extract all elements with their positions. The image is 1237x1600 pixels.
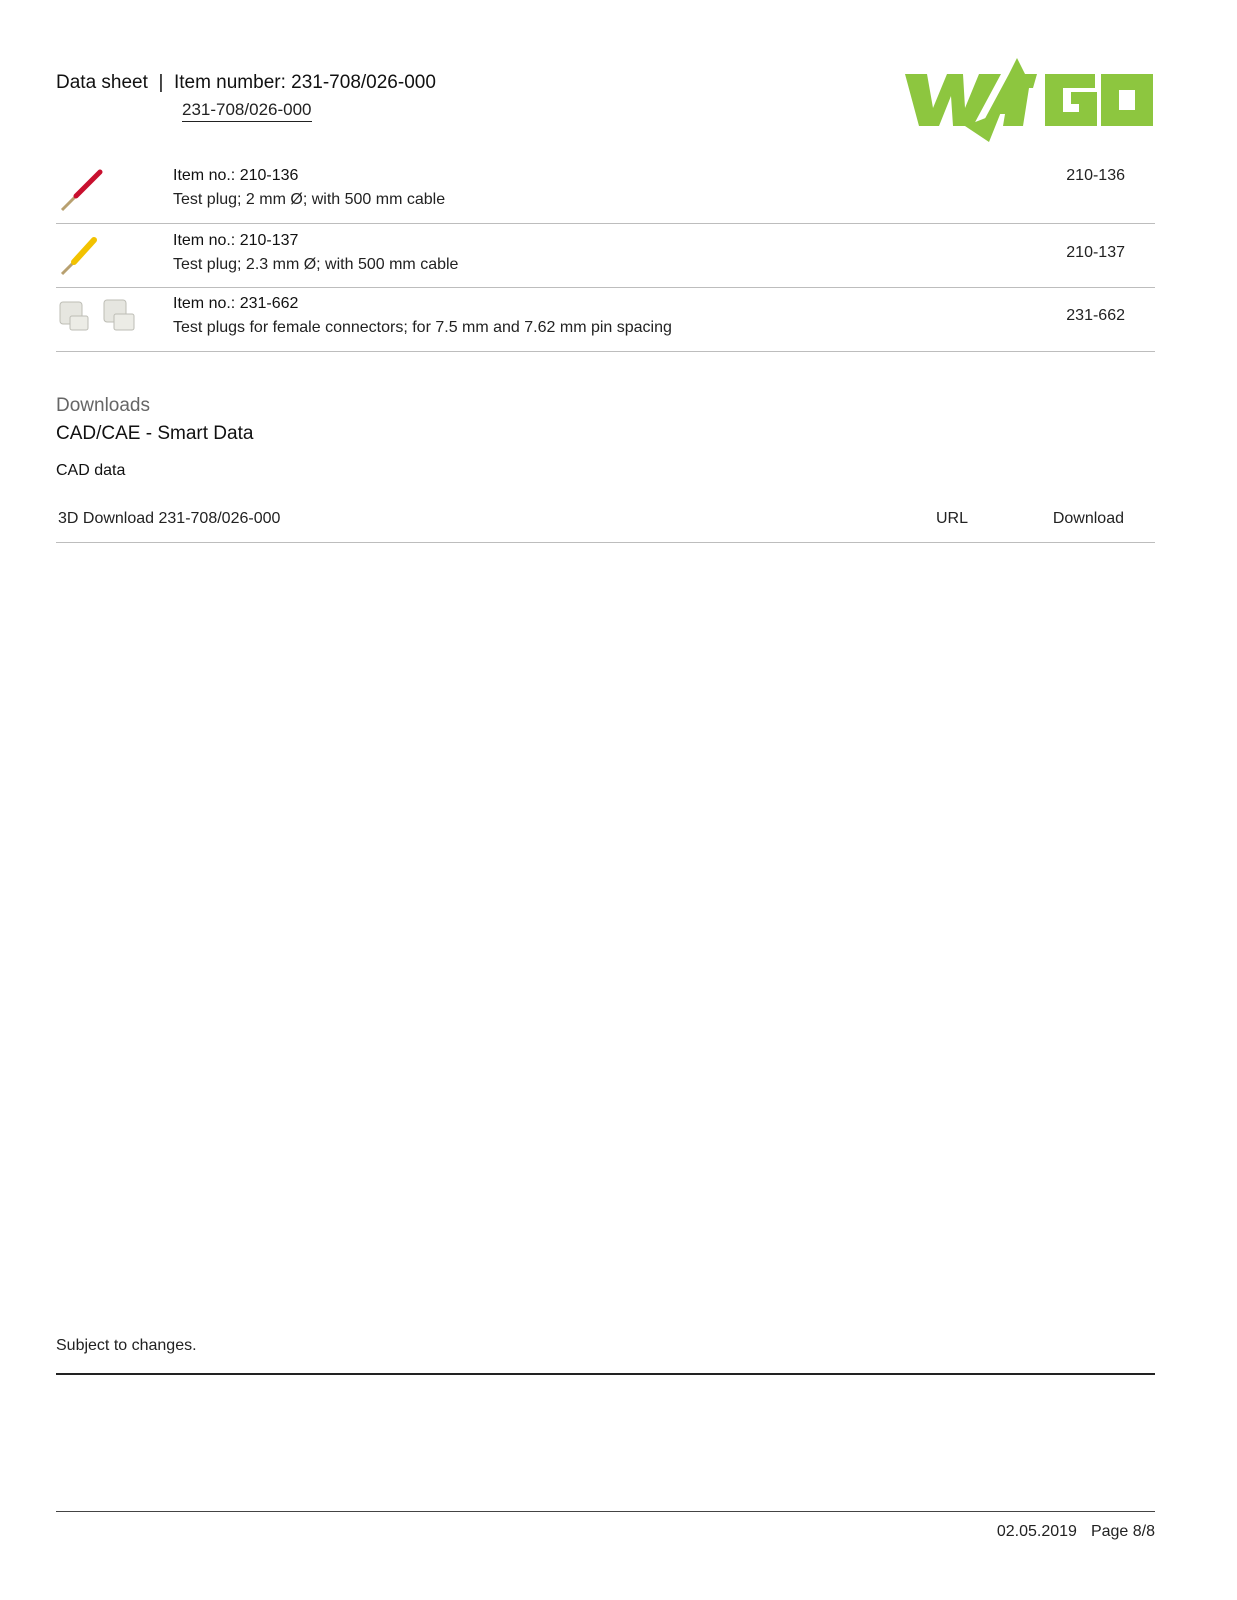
wago-logo bbox=[905, 58, 1155, 142]
download-name: 3D Download 231-708/026-000 bbox=[58, 510, 281, 527]
cad-cae-heading: CAD/CAE - Smart Data bbox=[56, 423, 254, 444]
accessory-title: Item no.: 231-662 bbox=[173, 295, 299, 312]
accessory-description: Test plug; 2.3 mm Ø; with 500 mm cable bbox=[173, 256, 459, 273]
download-type: URL bbox=[936, 510, 969, 527]
red-test-plug-image bbox=[56, 166, 106, 216]
accessory-title: Item no.: 210-137 bbox=[173, 232, 299, 249]
white-test-plugs-image bbox=[56, 292, 146, 342]
accessory-row bbox=[56, 224, 1155, 288]
accessory-description: Test plugs for female connectors; for 7.5 mm and 7.62 mm pin spacing bbox=[173, 319, 672, 336]
accessory-title: Item no.: 210-136 bbox=[173, 167, 299, 184]
accessory-number[interactable]: 210-137 bbox=[1066, 244, 1125, 261]
subject-to-changes-note: Subject to changes. bbox=[56, 1337, 197, 1354]
footer-bottom-divider bbox=[56, 1511, 1155, 1512]
accessory-row bbox=[56, 160, 1155, 224]
page-number: Page 8/8 bbox=[1090, 1523, 1155, 1540]
footer-info bbox=[997, 1523, 1155, 1541]
accessory-row bbox=[56, 288, 1155, 352]
download-row bbox=[56, 502, 1155, 543]
downloads-heading: Downloads bbox=[56, 395, 150, 416]
page-title: Data sheet | Item number: 231-708/026-000 bbox=[56, 72, 436, 93]
footer-divider bbox=[56, 1373, 1155, 1375]
accessory-number[interactable]: 210-136 bbox=[1066, 167, 1125, 184]
yellow-test-plug-image bbox=[56, 230, 106, 280]
footer-date: 02.05.2019 bbox=[996, 1523, 1077, 1540]
cad-data-label: CAD data bbox=[56, 462, 126, 479]
accessory-number[interactable]: 231-662 bbox=[1066, 307, 1125, 324]
accessory-description: Test plug; 2 mm Ø; with 500 mm cable bbox=[173, 191, 446, 208]
download-link[interactable]: Download bbox=[1052, 510, 1124, 527]
item-number-link[interactable]: 231-708/026-000 bbox=[182, 100, 312, 122]
